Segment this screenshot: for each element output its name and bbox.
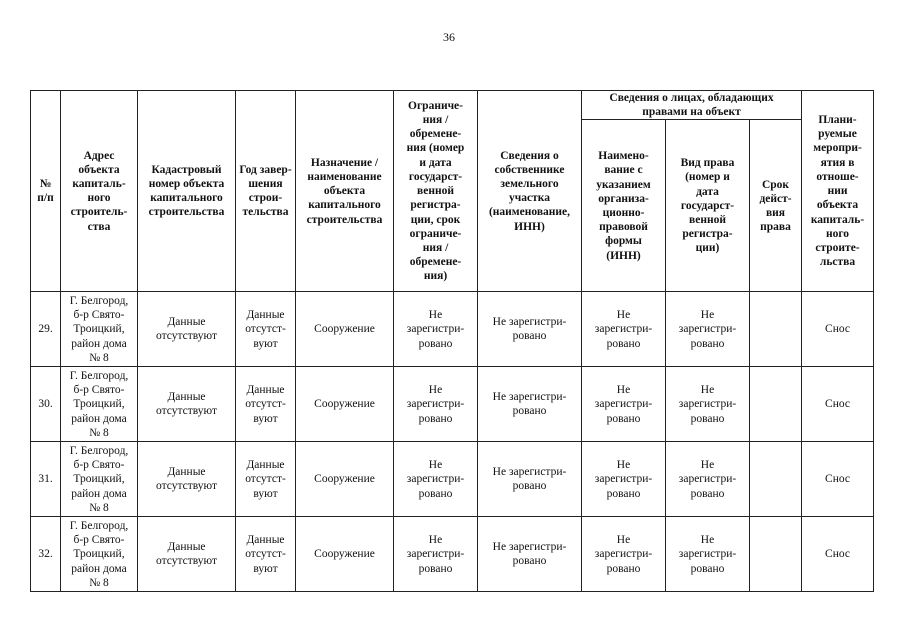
header-num: № п/п (31, 91, 61, 292)
cell-purpose: Сооружение (296, 517, 394, 592)
cell-holder-name: Не зарегистри- ровано (582, 442, 666, 517)
cell-restrictions: Не зарегистри- ровано (394, 442, 478, 517)
cell-owner: Не зарегистри- ровано (478, 517, 582, 592)
cell-holder-name: Не зарегистри- ровано (582, 367, 666, 442)
cell-restrictions: Не зарегистри- ровано (394, 367, 478, 442)
cell-address: Г. Белгород, б-р Свято- Троицкий, район дома № 8 (61, 367, 138, 442)
header-planned: Плани- руемые меропри- ятия в отноше- нии объекта капиталь- ного строите- льства (802, 91, 874, 292)
header-restrictions: Ограниче- ния / обремене- ния (номер и дата государст- венной регистра- ции, срок ограниче- ния / обремене- ния) (394, 91, 478, 292)
cell-holder-name: Не зарегистри- ровано (582, 292, 666, 367)
cell-cadastral: Данные отсутствуют (138, 517, 236, 592)
header-purpose: Назначение / наименование объекта капитального строительства (296, 91, 394, 292)
table-row (31, 367, 874, 442)
cell-cadastral: Данные отсутствуют (138, 442, 236, 517)
cell-address: Г. Белгород, б-р Свято- Троицкий, район дома № 8 (61, 442, 138, 517)
cell-num: 30. (31, 367, 61, 442)
cell-owner: Не зарегистри- ровано (478, 442, 582, 517)
cell-restrictions: Не зарегистри- ровано (394, 292, 478, 367)
header-right-term: Срок дейст- вия права (750, 120, 802, 292)
cell-holder-name: Не зарегистри- ровано (582, 517, 666, 592)
header-right-type: Вид права (номер и дата государст- венной регистра- ции) (666, 120, 750, 292)
cell-year: Данные отсутст- вуют (236, 442, 296, 517)
cell-purpose: Сооружение (296, 292, 394, 367)
header-owner: Сведения о собственнике земельного участка (наименование, ИНН) (478, 91, 582, 292)
cell-restrictions: Не зарегистри- ровано (394, 517, 478, 592)
cell-owner: Не зарегистри- ровано (478, 292, 582, 367)
cell-owner: Не зарегистри- ровано (478, 367, 582, 442)
cell-purpose: Сооружение (296, 442, 394, 517)
cell-num: 31. (31, 442, 61, 517)
cell-year: Данные отсутст- вуют (236, 517, 296, 592)
header-year: Год завер- шения строи- тельства (236, 91, 296, 292)
cell-num: 32. (31, 517, 61, 592)
cell-address: Г. Белгород, б-р Свято- Троицкий, район дома № 8 (61, 517, 138, 592)
cell-right-type: Не зарегистри- ровано (666, 292, 750, 367)
capital-construction-table (30, 90, 874, 592)
page-number: 36 (443, 30, 455, 44)
cell-year: Данные отсутст- вуют (236, 292, 296, 367)
cell-num: 29. (31, 292, 61, 367)
cell-right-term (750, 292, 802, 367)
header-rights-group: Сведения о лицах, обладающих правами на объект (582, 91, 802, 120)
cell-planned: Снос (802, 292, 874, 367)
cell-year: Данные отсутст- вуют (236, 367, 296, 442)
cell-right-term (750, 367, 802, 442)
cell-right-type: Не зарегистри- ровано (666, 442, 750, 517)
cell-planned: Снос (802, 367, 874, 442)
cell-right-type: Не зарегистри- ровано (666, 517, 750, 592)
header-address: Адрес объекта капиталь- ного строитель- ства (61, 91, 138, 292)
table-row (31, 292, 874, 367)
header-holder-name: Наимено- вание с указанием организа- ционно- правовой формы (ИНН) (582, 120, 666, 292)
cell-purpose: Сооружение (296, 367, 394, 442)
cell-planned: Снос (802, 517, 874, 592)
header-cadastral: Кадастровый номер объекта капитального строительства (138, 91, 236, 292)
table-row (31, 442, 874, 517)
cell-cadastral: Данные отсутствуют (138, 367, 236, 442)
cell-right-type: Не зарегистри- ровано (666, 367, 750, 442)
table-row (31, 517, 874, 592)
cell-planned: Снос (802, 442, 874, 517)
cell-cadastral: Данные отсутствуют (138, 292, 236, 367)
cell-right-term (750, 517, 802, 592)
cell-address: Г. Белгород, б-р Свято- Троицкий, район дома № 8 (61, 292, 138, 367)
cell-right-term (750, 442, 802, 517)
